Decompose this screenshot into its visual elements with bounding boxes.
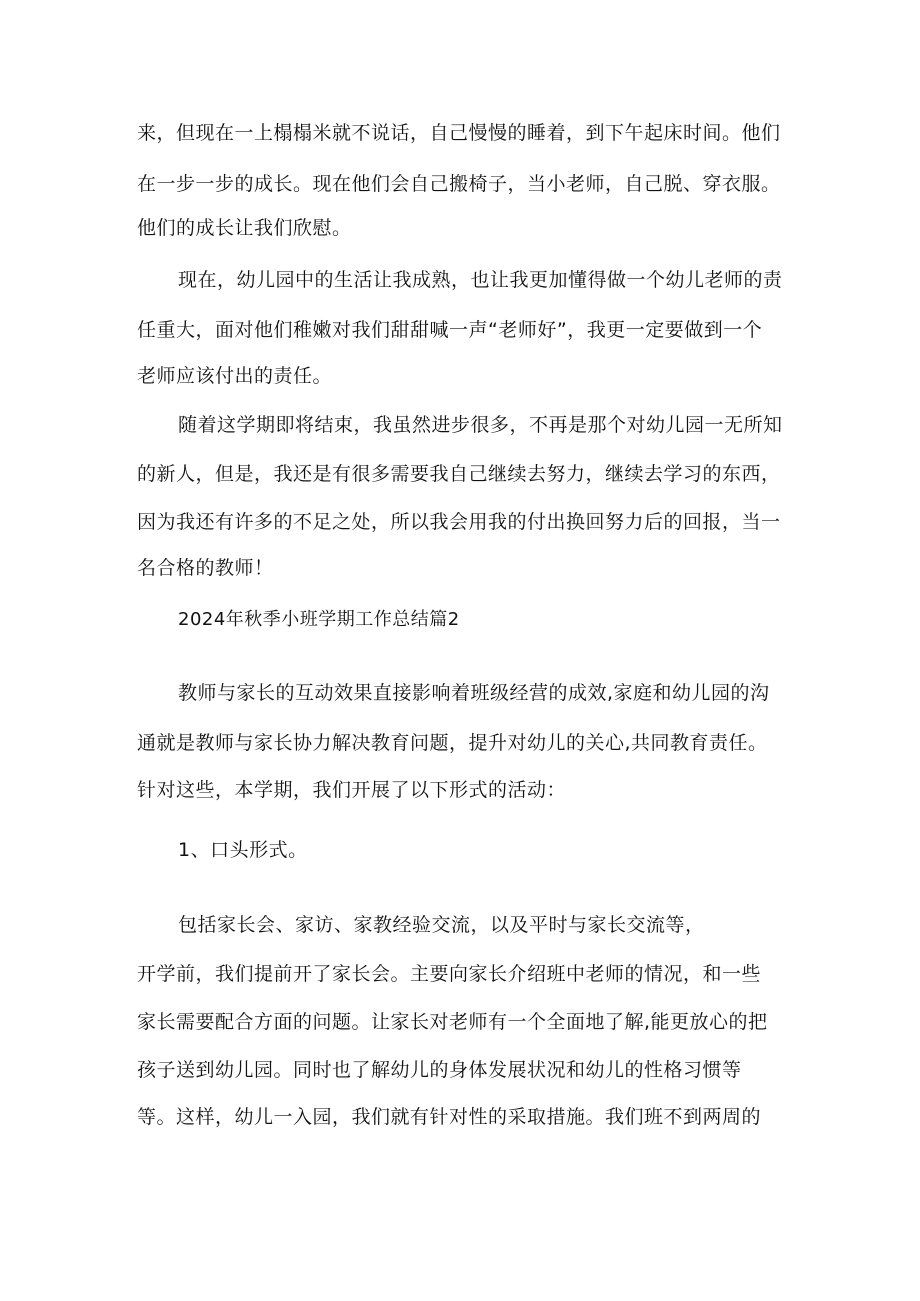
text-line: 他们的成长让我们欣慰。 bbox=[137, 217, 352, 239]
text-line: 教师与家长的互动效果直接影响着班级经营的成效,家庭和幼儿园的沟 bbox=[178, 682, 770, 704]
text-line: 老师应该付出的责任。 bbox=[137, 365, 333, 387]
section-heading: 2024年秋季小班学期工作总结篇2 bbox=[178, 609, 460, 630]
list-item: 1、口头形式。 bbox=[178, 839, 308, 861]
text-line: 包括家长会、家访、家教经验交流，以及平时与家长交流等， bbox=[178, 914, 705, 936]
text-line: 随着这学期即将结束，我虽然进步很多，不再是那个对幼儿园一无所知 bbox=[178, 414, 783, 436]
text-line: 针对这些，本学期，我们开展了以下形式的活动： bbox=[137, 779, 567, 801]
text-line: 的新人，但是，我还是有很多需要我自己继续去努力，继续去学习的东西， bbox=[137, 463, 781, 485]
text-line: 来，但现在一上榻榻米就不说话，自己慢慢的睡着，到下午起床时间。他们 bbox=[137, 122, 781, 144]
text-line: 名合格的教师！ bbox=[137, 557, 274, 579]
text-line: 家长需要配合方面的问题。让家长对老师有一个全面地了解,能更放心的把 bbox=[137, 1011, 768, 1033]
text-line: 现在，幼儿园中的生活让我成熟，也让我更加懂得做一个幼儿老师的责 bbox=[178, 269, 783, 291]
text-line: 开学前，我们提前开了家长会。主要向家长介绍班中老师的情况，和一些 bbox=[137, 963, 762, 985]
text-line: 孩子送到幼儿园。同时也了解幼儿的身体发展状况和幼儿的性格习惯等 bbox=[137, 1059, 742, 1081]
text-line: 在一步一步的成长。现在他们会自己搬椅子，当小老师，自己脱、穿衣服。 bbox=[137, 173, 781, 195]
text-line: 任重大，面对他们稚嫩对我们甜甜喊一声“老师好”，我更一定要做到一个 bbox=[137, 319, 763, 341]
text-line: 通就是教师与家长协力解决教育问题，提升对幼儿的关心,共同教育责任。 bbox=[137, 732, 768, 754]
text-line: 等。这样，幼儿一入园，我们就有针对性的采取措施。我们班不到两周的 bbox=[137, 1106, 762, 1128]
text-line: 因为我还有许多的不足之处，所以我会用我的付出换回努力后的回报，当一 bbox=[137, 511, 781, 533]
